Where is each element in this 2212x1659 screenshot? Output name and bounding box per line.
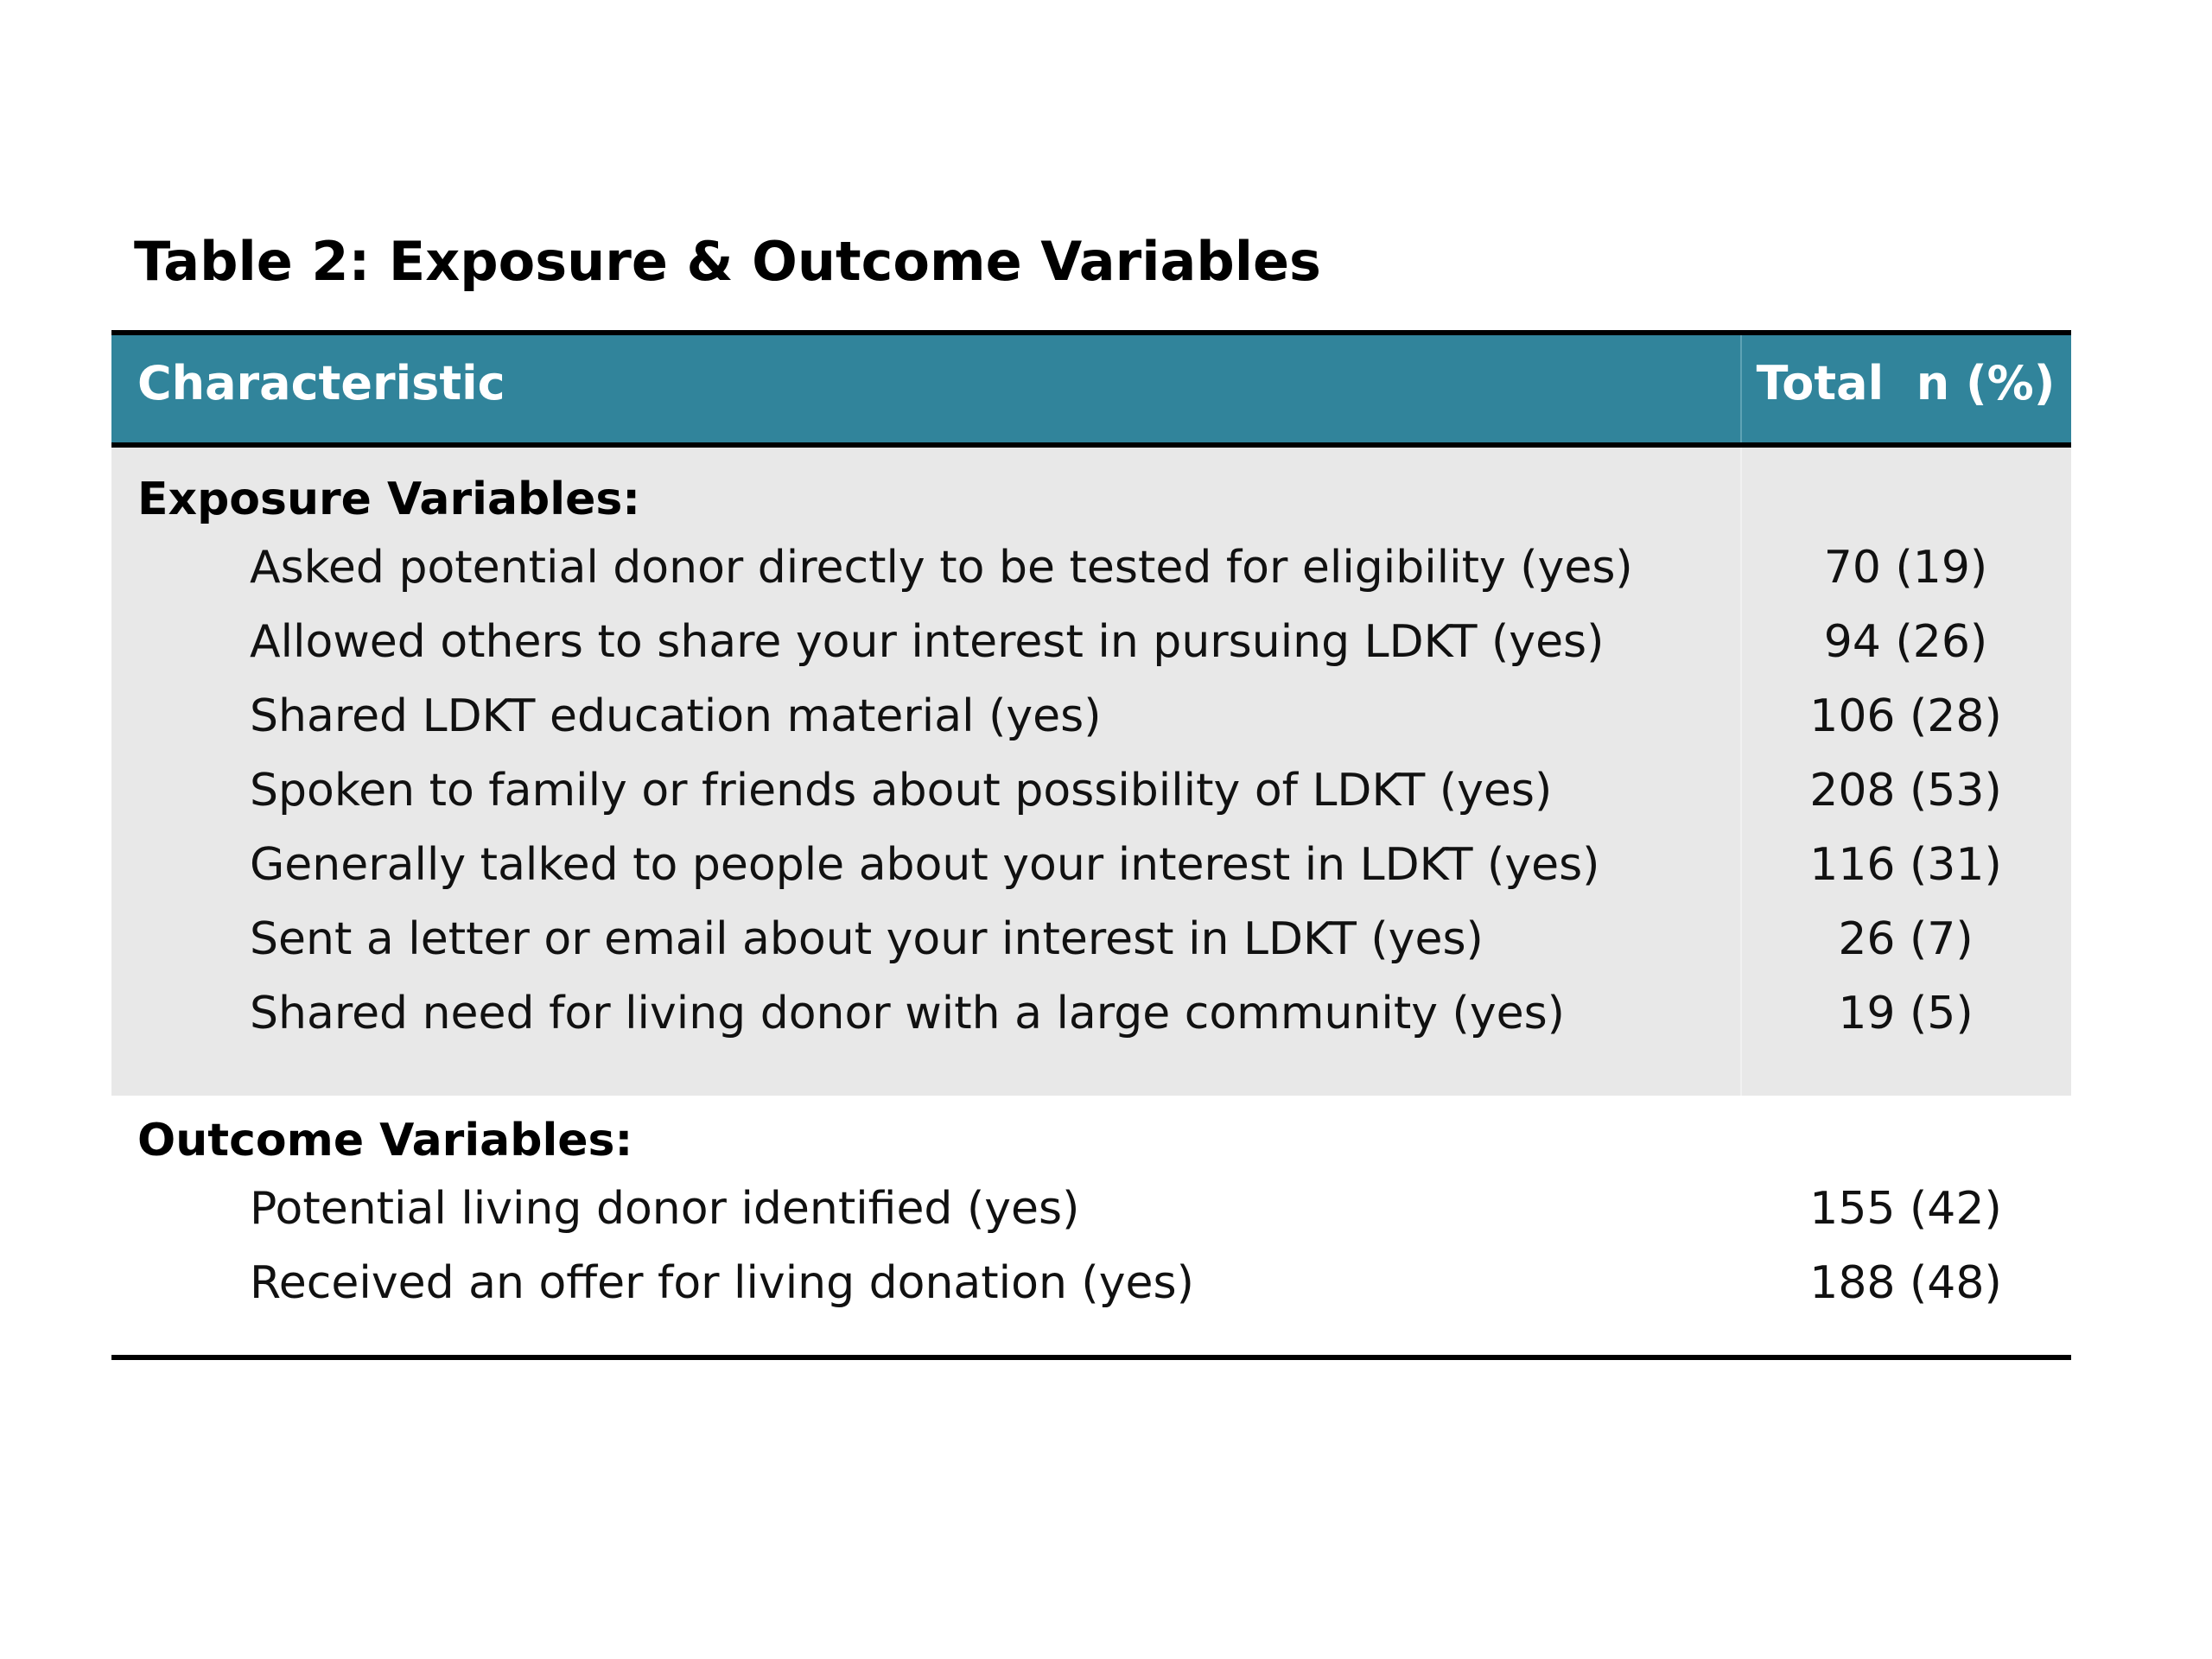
table-title: Table 2: Exposure & Outcome Variables bbox=[134, 230, 1321, 293]
table-row bbox=[111, 976, 2071, 1051]
row-label: Potential living donor identified (yes) bbox=[250, 1183, 1080, 1235]
data-table bbox=[111, 330, 2071, 1360]
outcome-section bbox=[111, 1096, 2071, 1360]
table-row bbox=[111, 1246, 2071, 1320]
table-header bbox=[111, 330, 2071, 448]
row-label: Spoken to family or friends about possibility of LDKT (yes) bbox=[250, 765, 1553, 817]
table-row bbox=[111, 828, 2071, 902]
row-value: 94 (26) bbox=[1823, 616, 1988, 668]
row-label: Shared LDKT education material (yes) bbox=[250, 690, 1102, 742]
table-row bbox=[111, 605, 2071, 679]
row-value: 26 (7) bbox=[1838, 913, 1974, 965]
row-value: 116 (31) bbox=[1809, 839, 2002, 891]
header-total: Total n (%) bbox=[1756, 356, 2056, 410]
row-label: Shared need for living donor with a large community (yes) bbox=[250, 988, 1565, 1039]
table-row bbox=[111, 753, 2071, 828]
row-value: 188 (48) bbox=[1809, 1257, 2002, 1309]
table-row bbox=[111, 679, 2071, 753]
row-value: 208 (53) bbox=[1809, 765, 2002, 817]
outcome-section-label: Outcome Variables: bbox=[137, 1115, 633, 1166]
header-characteristic: Characteristic bbox=[137, 356, 505, 410]
exposure-section-label: Exposure Variables: bbox=[137, 474, 641, 525]
row-label: Generally talked to people about your interest in LDKT (yes) bbox=[250, 839, 1600, 891]
row-value: 106 (28) bbox=[1809, 690, 2002, 742]
row-label: Allowed others to share your interest in pursuing LDKT (yes) bbox=[250, 616, 1605, 668]
table-row bbox=[111, 1172, 2071, 1246]
row-value: 155 (42) bbox=[1809, 1183, 2002, 1235]
row-label: Sent a letter or email about your interest in LDKT (yes) bbox=[250, 913, 1484, 965]
exposure-section bbox=[111, 448, 2071, 1096]
row-value: 19 (5) bbox=[1838, 988, 1974, 1039]
table-row bbox=[111, 902, 2071, 976]
row-label: Received an offer for living donation (yes) bbox=[250, 1257, 1194, 1309]
table-row bbox=[111, 531, 2071, 605]
row-label: Asked potential donor directly to be tested for eligibility (yes) bbox=[250, 542, 1633, 594]
row-value: 70 (19) bbox=[1823, 542, 1988, 594]
